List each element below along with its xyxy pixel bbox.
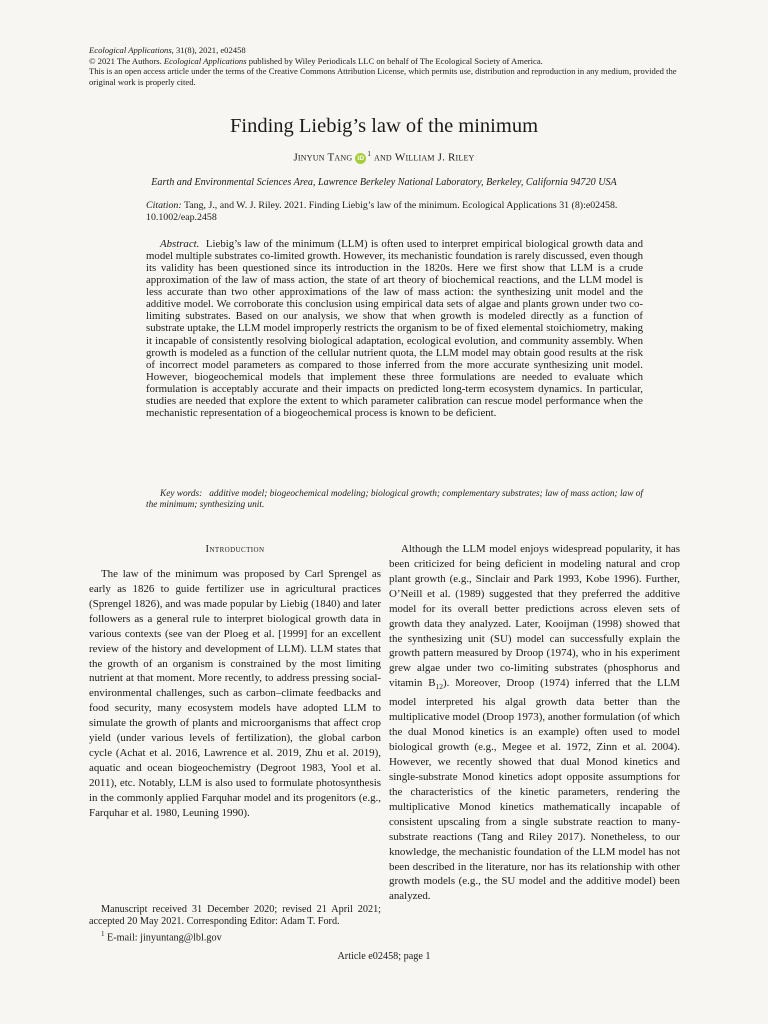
manuscript-dates: Manuscript received 31 December 2020; revised 21 April 2021; accepted 20 May 2021. Corresponding Editor: Adam T. Ford. xyxy=(89,904,381,928)
journal-name: Ecological Applications xyxy=(89,45,172,55)
journal-citation-line xyxy=(89,45,689,56)
email-text[interactable]: E-mail: jinyuntang@lbl.gov xyxy=(104,932,222,944)
license-text: This is an open access article under the terms of the Creative Commons Attribution License, which permits use, distribution and reproduction in any medium, provided the original work is properly cited. xyxy=(89,66,677,87)
section-heading-introduction: Introduction xyxy=(205,544,265,555)
abstract-label: Abstract. xyxy=(160,238,200,250)
journal-header xyxy=(89,45,689,87)
orcid-icon[interactable]: iD xyxy=(355,153,366,164)
citation xyxy=(146,200,641,224)
author-1: Jinyun Tang xyxy=(293,151,353,164)
author-1-footnote-mark: 1 xyxy=(367,150,372,158)
right-column xyxy=(389,542,680,904)
abstract xyxy=(146,238,643,419)
email-footnote-mark: 1 xyxy=(101,930,105,939)
author-conjunction: and xyxy=(373,151,392,164)
citation-text: Tang, J., and W. J. Riley. 2021. Finding Liebig’s law of the minimum. Ecological Applications 31 (8):e02458. 10.1002/eap.2458 xyxy=(146,200,618,224)
email-footnote xyxy=(89,928,381,945)
author-2: William J. Riley xyxy=(394,151,475,164)
left-column xyxy=(89,544,381,821)
page-footer: Article e02458; page 1 xyxy=(337,951,431,962)
article-title: Finding Liebig’s law of the minimum xyxy=(229,115,539,137)
journal-issue: , 31(8), 2021, e02458 xyxy=(171,45,246,55)
keywords-label: Key words: xyxy=(160,489,203,499)
footnotes xyxy=(89,904,381,945)
keywords xyxy=(146,489,646,511)
copyright-line: © 2021 The Authors. Ecological Applications published by Wiley Periodicals LLC on behalf of The Ecological Society of America. xyxy=(89,55,543,66)
intro-paragraph-1: The law of the minimum was proposed by Carl Sprengel as early as 1826 to guide fertilizer use in agricultural practices (Sprengel 1826), and was made popular by Liebig (1840) and later followers as a general rule to interpret biological growth data in various contexts (see van der Ploeg et al. [1999] for an excellent review of the history and development of LLM). LLM states that the growth of an organism is constrained by the most limiting nutrient at that moment. More recently, to address pressing social-environmental challenges, such as carbon–climate feedbacks and food security, many ecosystem models have adopted LLM to simulate the growth of plants and microorganisms that affect crop yield (under various levels of fertilization), the global carbon cycle (Achat et al. 2016, Lawrence et al. 2019, Zhu et al. 2019), aquatic and ocean biogeochemistry (Degroot 1983, Yool et al. 2011), etc. Notably, LLM is also used to formulate photosynthesis in the commonly applied Farquhar model and its progenitors (e.g., Farquhar et al. 1980, Leuning 1990). xyxy=(89,568,381,819)
affiliation: Earth and Environmental Sciences Area, Lawrence Berkeley National Laboratory, Berkeley, California 94720 USA xyxy=(151,177,617,188)
intro-paragraph-2: Although the LLM model enjoys widespread popularity, it has been criticized for being deficient in modeling natural and crop plant growth (e.g., Sinclair and Park 1993, Kobe 1996). Further, O’Neill et al. (1989) suggested that they preferred the additive model for its overall better predictions across eleven sets of growth data they analyzed. Later, Kooijman (1998) showed that the synthesizing unit (SU) model can successfully explain the growth pattern measured by Droop (1974), who in his experiment grew algae under two co-limiting substrates (phosphorus and vitamin $B_{12}$). Moreover, Droop (1974) inferred that the LLM model interpreted his algal growth data better than the multiplicative model (Droop 1973), another formulation (of which the dual Monod kinetics is an example) often used to model biological growth (e.g., Megee et al. 1972, Zinn et al. 2004). However, we recently showed that dual Monod kinetics and single-substrate Monod kinetics adopt opposite assumptions for the characteristics of the kinetic parameters, rendering the multiplicative Monod kinetics mathematically incapable of consistent upscaling from a single substrate reaction to many-substrate reactions (Tang and Riley 2017). Nonetheless, to our knowledge, the mechanistic foundation of the LLM model has not been described in the literature, nor has its relationship with other growth models (e.g., the SU model and the additive model) been analyzed. xyxy=(389,543,680,903)
abstract-text: Liebig’s law of the minimum (LLM) is often used to interpret empirical biological growth data and model multiple substrates co-limited growth. However, its mechanistic foundation is rarely discussed, even though its validity has been questioned since its introduction in the 1820s. Here we first show that LLM is a crude approximation of the law of mass action, the state of art theory of biochemical reactions, and the LLM model is less accurate than two other approximations of the law of mass action: the synthesizing unit model and the additive model. We corroborate this conclusion using empirical data sets of algae and plants grown under two co-limiting substrates. Based on our analysis, we show that when growth is modeled directly as a function of substrate uptake, the LLM model improperly restricts the organism to be of fixed elemental stoichiometry, making it incapable of consistently resolving biological adaptation, ecological evolution, and community assembly. When growth is modeled as a function of the cellular nutrient quota, the LLM model may obtain good results at the risk of incorrect model parameters as compared to those inferred from the more accurate synthesizing unit model. However, biogeochemical models that implement these three formulations are needed to evaluate which formulation is acceptably accurate and their impacts on predicted long-term ecosystem dynamics. In particular, studies are needed that explore the extent to which parameter calibration can rescue model performance when the mechanistic representation of a biogeochemical process is known to be deficient. xyxy=(146,238,643,419)
citation-label: Citation: xyxy=(146,200,182,211)
author-line xyxy=(0,150,768,164)
keywords-text: additive model; biogeochemical modeling; biological growth; complementary substrates; law of mass action; law of the minimum; synthesizing unit. xyxy=(146,489,643,511)
